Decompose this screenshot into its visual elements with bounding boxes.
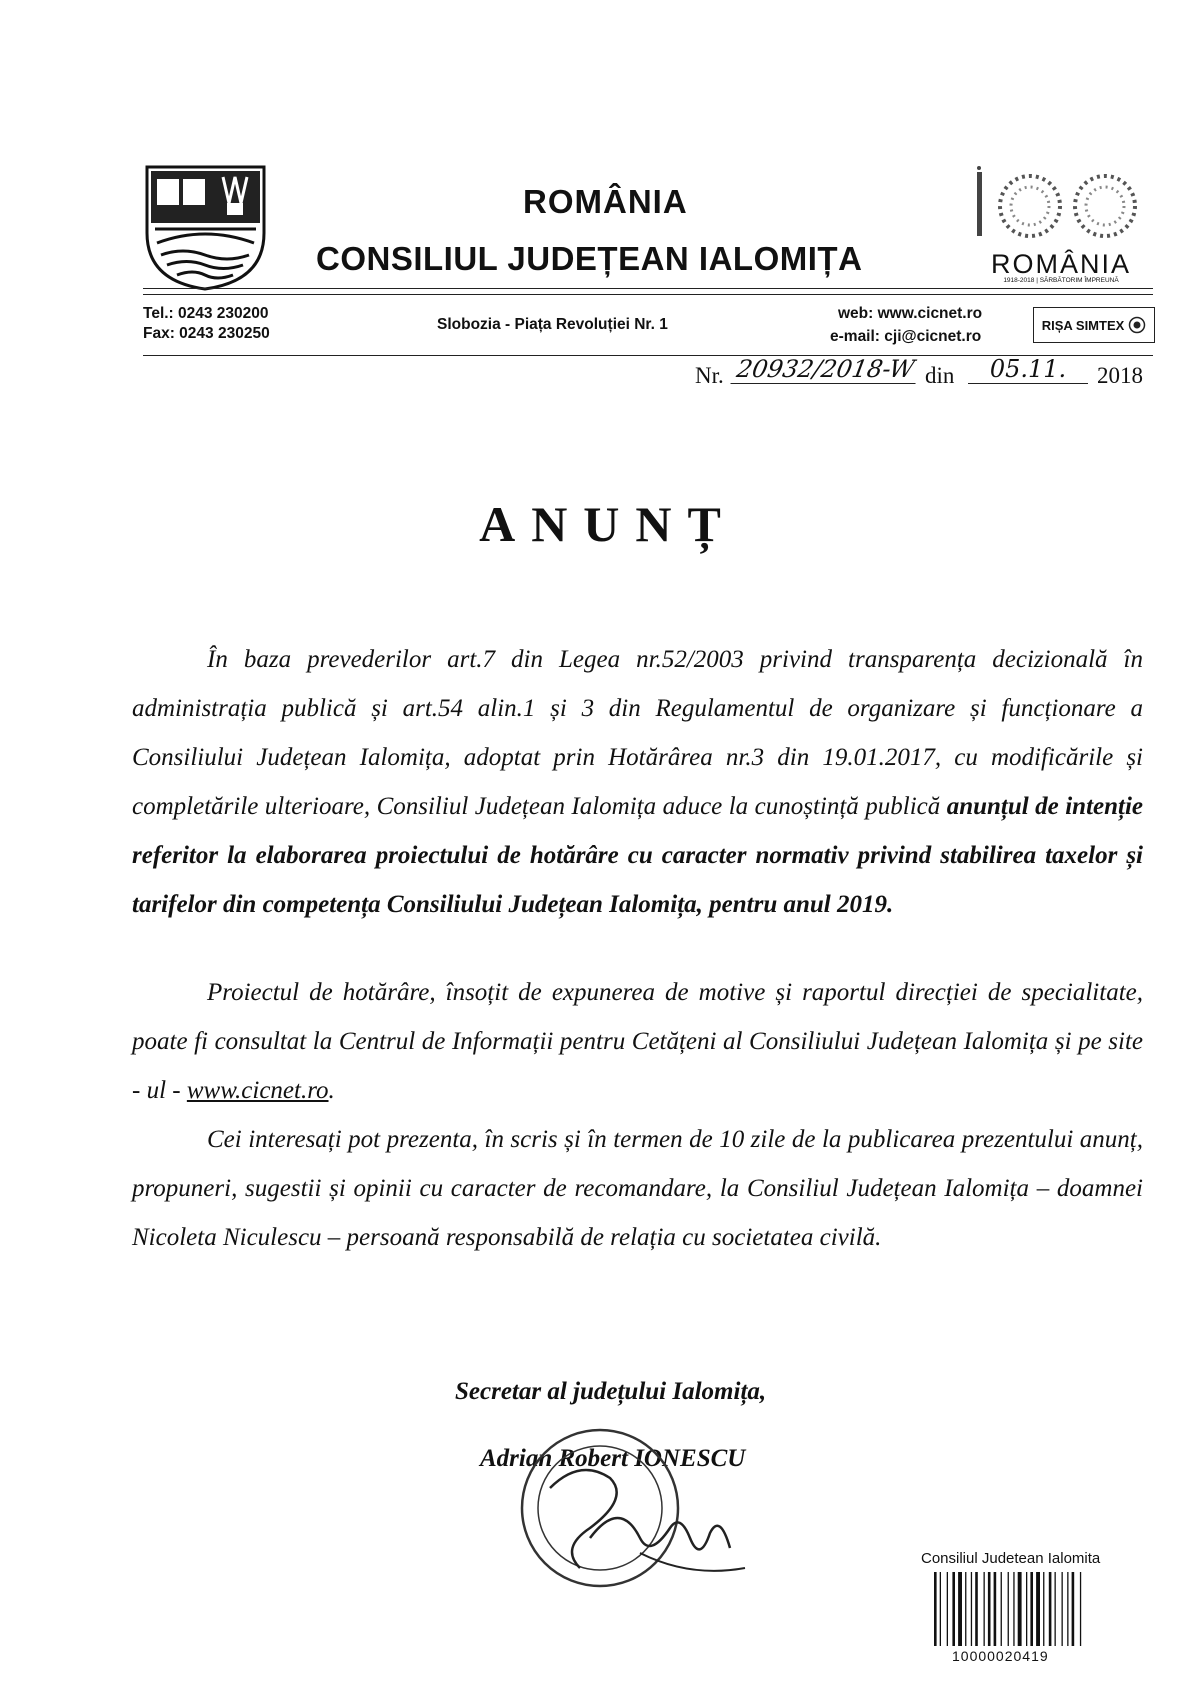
registration-date-handwritten: 05.11. [968,355,1088,384]
certification-label: RIȘA SIMTEX [1041,317,1125,333]
paragraph-2-text: Proiectul de hotărâre, însoțit de expunerea de motive și raportul direcției de specialitate, poate fi consultat la Centrul de Informații pentru Cetățeni al Consiliului Județean Ialomița și pe site - ul - [132,979,1143,1104]
paragraph-1-bold-subject: anunțul de intenție referitor la elaborarea proiectului de hotărâre cu caracter normativ privind stabilirea taxelor și tarifelor din competența Consiliului Județean Ialomița, pentru anul 2019. [132,793,1144,918]
website: web: www.cicnet.ro [838,305,983,322]
certification-seal-icon [1128,316,1146,334]
paragraph-1-intro: În baza prevederilor art.7 din Legea nr.52/2003 privind transparența decizională în administrația publică și art.54 alin.1 și 3 din Regulamentul de organizare și funcționare a Consiliului Județean Ialomița, adoptat prin Hotărârea nr.3 din 19.01.2017, cu modificările și completările ulterioare, Consiliul Județean Ialomița aduce la cunoștință publică [132,646,1143,820]
paragraph-2-end: . [328,1077,335,1104]
barcode-number: 10000020419 [952,1648,1049,1664]
registration-number-handwritten: 20932/2018-W [730,355,920,384]
announcement-paragraph-3: Cei interesați pot prezenta, în scris și în termen de 10 zile de la publicarea prezentului anunț, propuneri, sugestii și opinii cu caracter de recomandare, la Consiliul Județean Ialomița – doamnei Nicoleta Niculescu – persoană responsabilă de relația cu societatea civilă. [132,1126,1143,1251]
header-rule-top-thin [143,294,1153,295]
centenary-logo-subtext: 1918-2018 | SĂRBĂTORIM ÎMPREUNĂ [1003,277,1119,284]
barcode-label: Consiliul Judetean Ialomita [921,1550,1101,1567]
signatory-name: Adrian Robert IONESCU [480,1445,746,1472]
website-link[interactable]: www.cicnet.ro [186,1077,329,1104]
signatory-title: Secretar al județului Ialomița, [455,1378,767,1405]
county-coat-of-arms [143,163,268,293]
barcode-image [930,1572,1120,1646]
official-stamp-and-signature [520,1418,755,1603]
iso-certification-badge [1033,293,1155,361]
registration-date-label: din [925,363,955,388]
centenary-logo [975,166,1155,284]
registration-number-label: Nr. [695,363,724,388]
email-address: e-mail: cji@cicnet.ro [830,328,982,345]
document-title: ANUNȚ [479,496,737,552]
institution-name: CONSILIUL JUDEȚEAN IALOMIȚA [316,240,863,277]
phone-number: Tel.: 0243 230200 [143,305,269,322]
announcement-paragraph-1 [132,635,1143,929]
announcement-paragraph-2 [132,968,1143,1115]
country-name: ROMÂNIA [523,183,688,220]
centenary-logo-text: ROMÂNIA [990,249,1131,279]
fax-number: Fax: 0243 230250 [143,325,270,342]
registration-year: 2018 [1097,363,1143,388]
address: Slobozia - Piața Revoluției Nr. 1 [437,316,668,333]
centenary-100-icon [975,166,1155,246]
header-rule-top [143,288,1153,289]
